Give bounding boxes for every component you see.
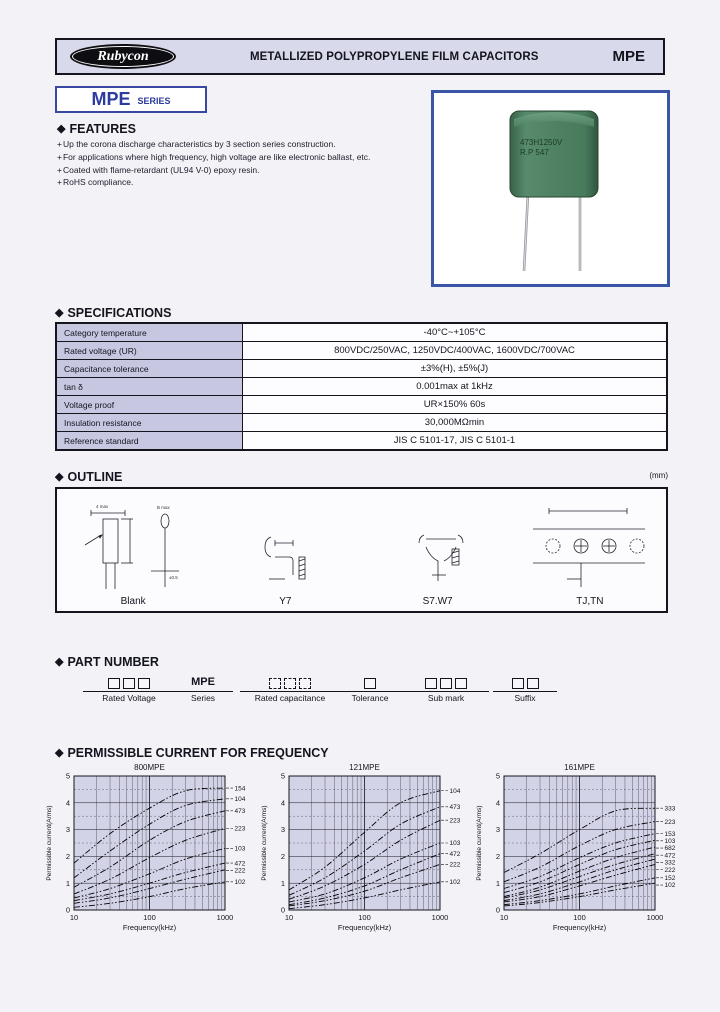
permissible-current-title: PERMISSIBLE CURRENT FOR FREQUENCY (67, 746, 329, 760)
charts-row (44, 760, 686, 952)
digit-box (364, 678, 376, 689)
spec-row (56, 432, 667, 451)
bullet-icon: + (57, 151, 62, 162)
x-tick: 100 (143, 913, 156, 922)
segment-label: Rated Voltage (102, 693, 156, 703)
outline-ann-b: B max (157, 505, 170, 510)
part-number-heading (55, 655, 159, 669)
capacitor-marking-1: 473H1250V (520, 138, 563, 147)
curve-label: 103 (234, 845, 246, 853)
feature-text: RoHS compliance. (62, 177, 134, 188)
outline-unit: (mm) (649, 471, 668, 480)
series-code: MPE (612, 48, 645, 65)
chart-800MPE (44, 760, 256, 952)
header-bar (55, 38, 665, 75)
curve-label: 332 (664, 859, 676, 867)
segment-underline (335, 691, 405, 692)
rubycon-logo (70, 44, 176, 69)
digit-box (440, 678, 452, 689)
segment-underline (403, 691, 489, 692)
curve-label: 223 (664, 818, 676, 826)
series-badge-suffix: SERIES (137, 96, 171, 106)
curve-label: 222 (234, 867, 246, 875)
feature-item (57, 164, 432, 177)
curve-label: 222 (449, 861, 461, 869)
part-segment-boxes (364, 676, 376, 689)
part-segment-boxes (512, 676, 539, 689)
outline-title: OUTLINE (67, 470, 123, 484)
x-tick: 1000 (646, 913, 664, 922)
features-list (57, 138, 432, 189)
part-segment-boxes (108, 676, 150, 689)
specifications-heading (55, 306, 171, 320)
curve-label: 333 (664, 805, 676, 813)
capacitor-photo (434, 93, 667, 284)
series-badge (55, 86, 207, 113)
curve-label: 102 (234, 879, 246, 887)
x-tick: 100 (358, 913, 371, 922)
x-axis-label: Frequency(kHz) (122, 923, 177, 932)
x-tick: 1000 (216, 913, 234, 922)
spec-value: 30,000MΩmin (243, 414, 668, 432)
spec-value: -40°C~+105°C (243, 323, 668, 342)
outline-heading (55, 470, 668, 484)
feature-item (57, 176, 432, 189)
x-tick: 10 (284, 913, 294, 922)
segment-underline (493, 691, 557, 692)
y-tick: 1 (65, 878, 70, 888)
y-tick: 2 (280, 852, 285, 861)
part-segment-boxes (425, 676, 467, 689)
spec-row (56, 414, 667, 432)
curve-label: 103 (664, 838, 676, 846)
curve-label: 153 (664, 830, 676, 838)
spec-label: tan δ (56, 378, 243, 396)
spec-label: Reference standard (56, 432, 243, 451)
diamond-icon: ◆ (55, 470, 64, 483)
chart-161MPE (474, 760, 686, 952)
part-segment-text: MPE (191, 676, 215, 688)
spec-label: Capacitance tolerance (56, 360, 243, 378)
outline-caption-blank: Blank (120, 596, 146, 607)
y-tick: 0 (495, 905, 500, 915)
curve-label: 154 (234, 785, 246, 793)
y-tick: 0 (65, 905, 70, 915)
x-tick: 10 (69, 913, 79, 922)
part-segment-sub-mark (403, 676, 489, 703)
digit-box (512, 678, 524, 689)
part-segment-boxes (269, 676, 311, 689)
part-segment-rated-capacitance (240, 676, 340, 703)
outline-drawing-tjtn (515, 499, 665, 595)
curve-label: 222 (664, 866, 676, 874)
part-segment-rated-voltage (83, 676, 175, 703)
y-tick: 1 (280, 878, 285, 888)
chart-title: 800MPE (134, 763, 165, 772)
diamond-icon: ◆ (57, 122, 66, 135)
part-segment-series (173, 676, 233, 703)
brand-name: Rubycon (97, 48, 149, 64)
digit-box (527, 678, 539, 689)
curve-label: 102 (449, 879, 461, 887)
features-heading (57, 122, 136, 136)
y-tick: 1 (495, 878, 500, 888)
chart-121MPE (259, 760, 471, 952)
spec-value: JIS C 5101-17, JIS C 5101-1 (243, 432, 668, 451)
y-axis-label: Permissible current(Arms) (261, 805, 268, 881)
diamond-icon: ◆ (55, 655, 64, 668)
x-tick: 10 (499, 913, 509, 922)
spec-label: Rated voltage (UR) (56, 342, 243, 360)
segment-label: Series (190, 693, 216, 703)
feature-item (57, 151, 432, 164)
part-segment-suffix (493, 676, 557, 703)
curve-label: 472 (449, 850, 461, 858)
y-tick: 3 (65, 825, 70, 835)
digit-box (123, 678, 135, 689)
curve-label: 223 (234, 825, 246, 833)
curve-label: 103 (449, 840, 461, 848)
outline-cell-blank (57, 489, 209, 611)
specifications-title: SPECIFICATIONS (67, 306, 172, 320)
curve-label: 472 (234, 860, 246, 868)
digit-box (299, 678, 311, 689)
outline-caption-s7w7: S7.W7 (422, 596, 453, 607)
x-tick: 100 (573, 913, 586, 922)
y-tick: 5 (280, 771, 285, 781)
segment-underline (173, 691, 233, 692)
digit-box (425, 678, 437, 689)
outline-ann-top: 4 max (96, 504, 109, 509)
curve-label: 473 (234, 808, 246, 816)
spec-row (56, 342, 667, 360)
y-axis-label: Permissible current(Arms) (476, 805, 483, 881)
segment-label: Rated capacitance (254, 693, 326, 703)
features-title: FEATURES (69, 122, 136, 136)
y-tick: 3 (280, 825, 285, 835)
digit-box (284, 678, 296, 689)
y-tick: 2 (495, 852, 500, 861)
curve-label: 682 (664, 845, 676, 853)
spec-row (56, 360, 667, 378)
capacitor-marking-2: R.P 547 (520, 148, 549, 157)
spec-value: ±3%(H), ±5%(J) (243, 360, 668, 378)
outline-cell-s7w7 (362, 489, 514, 611)
spec-value: UR×150% 60s (243, 396, 668, 414)
part-number-title: PART NUMBER (67, 655, 159, 669)
curve-label: 102 (664, 882, 676, 890)
outline-ann-d: ±0.5 (169, 575, 178, 580)
chart-title: 121MPE (349, 763, 380, 772)
outline-caption-y7: Y7 (279, 596, 292, 607)
y-tick: 2 (65, 852, 70, 861)
specifications-table (55, 322, 668, 451)
feature-text: For applications where high frequency, high voltage are like electronic ballast, etc. (62, 151, 371, 162)
spec-row (56, 323, 667, 342)
y-tick: 5 (65, 771, 70, 781)
spec-row (56, 396, 667, 414)
bullet-icon: + (57, 139, 62, 149)
bullet-icon: + (57, 164, 62, 175)
chart-title: 161MPE (564, 763, 595, 772)
curve-label: 473 (449, 804, 461, 812)
spec-label: Category temperature (56, 323, 243, 342)
digit-box (455, 678, 467, 689)
specifications-table-body (56, 323, 667, 450)
part-number-row (55, 676, 668, 718)
series-badge-name: MPE (91, 89, 131, 109)
outline-drawing-y7 (215, 499, 355, 595)
spec-value: 0.001max at 1kHz (243, 378, 668, 396)
page-title: METALLIZED POLYPROPYLENE FILM CAPACITORS (249, 50, 539, 63)
segment-label: Sub mark (427, 693, 465, 703)
feature-text: Up the corona discharge characteristics by 3 section series construction. (62, 139, 336, 149)
y-tick: 4 (65, 798, 70, 808)
outline-drawing-s7w7 (368, 499, 508, 595)
segment-label: Tolerance (351, 693, 389, 703)
y-tick: 5 (495, 771, 500, 781)
spec-row (56, 378, 667, 396)
diamond-icon: ◆ (55, 746, 64, 759)
curve-label: 104 (449, 787, 461, 795)
digit-box (138, 678, 150, 689)
outline-drawing-blank (63, 499, 203, 595)
outline-box (55, 487, 668, 613)
curve-label: 223 (449, 817, 461, 825)
spec-value: 800VDC/250VAC, 1250VDC/400VAC, 1600VDC/700VAC (243, 342, 668, 360)
feature-text: Coated with flame-retardant (UL94 V-0) epoxy resin. (62, 164, 260, 175)
x-axis-label: Frequency(kHz) (552, 923, 607, 932)
curve-label: 472 (664, 852, 676, 860)
outline-cell-tjtn (514, 489, 666, 611)
segment-underline (83, 691, 175, 692)
outline-cell-y7 (209, 489, 361, 611)
y-tick: 4 (495, 798, 500, 808)
product-photo-box (431, 90, 670, 287)
spec-label: Voltage proof (56, 396, 243, 414)
digit-box (269, 678, 281, 689)
y-axis-label: Permissible current(Arms) (46, 805, 53, 881)
y-tick: 4 (280, 798, 285, 808)
segment-label: Suffix (514, 693, 536, 703)
part-segment-tolerance (335, 676, 405, 703)
y-tick: 0 (280, 905, 285, 915)
outline-caption-tjtn: TJ,TN (576, 596, 604, 607)
y-tick: 3 (495, 825, 500, 835)
curve-label: 152 (664, 875, 676, 883)
segment-underline (240, 691, 340, 692)
digit-box (108, 678, 120, 689)
spec-label: Insulation resistance (56, 414, 243, 432)
permissible-current-heading (55, 746, 329, 760)
x-axis-label: Frequency(kHz) (337, 923, 392, 932)
diamond-icon: ◆ (55, 306, 64, 319)
feature-item (57, 138, 432, 151)
curve-label: 104 (234, 795, 246, 803)
x-tick: 1000 (431, 913, 449, 922)
bullet-icon: + (57, 177, 62, 188)
